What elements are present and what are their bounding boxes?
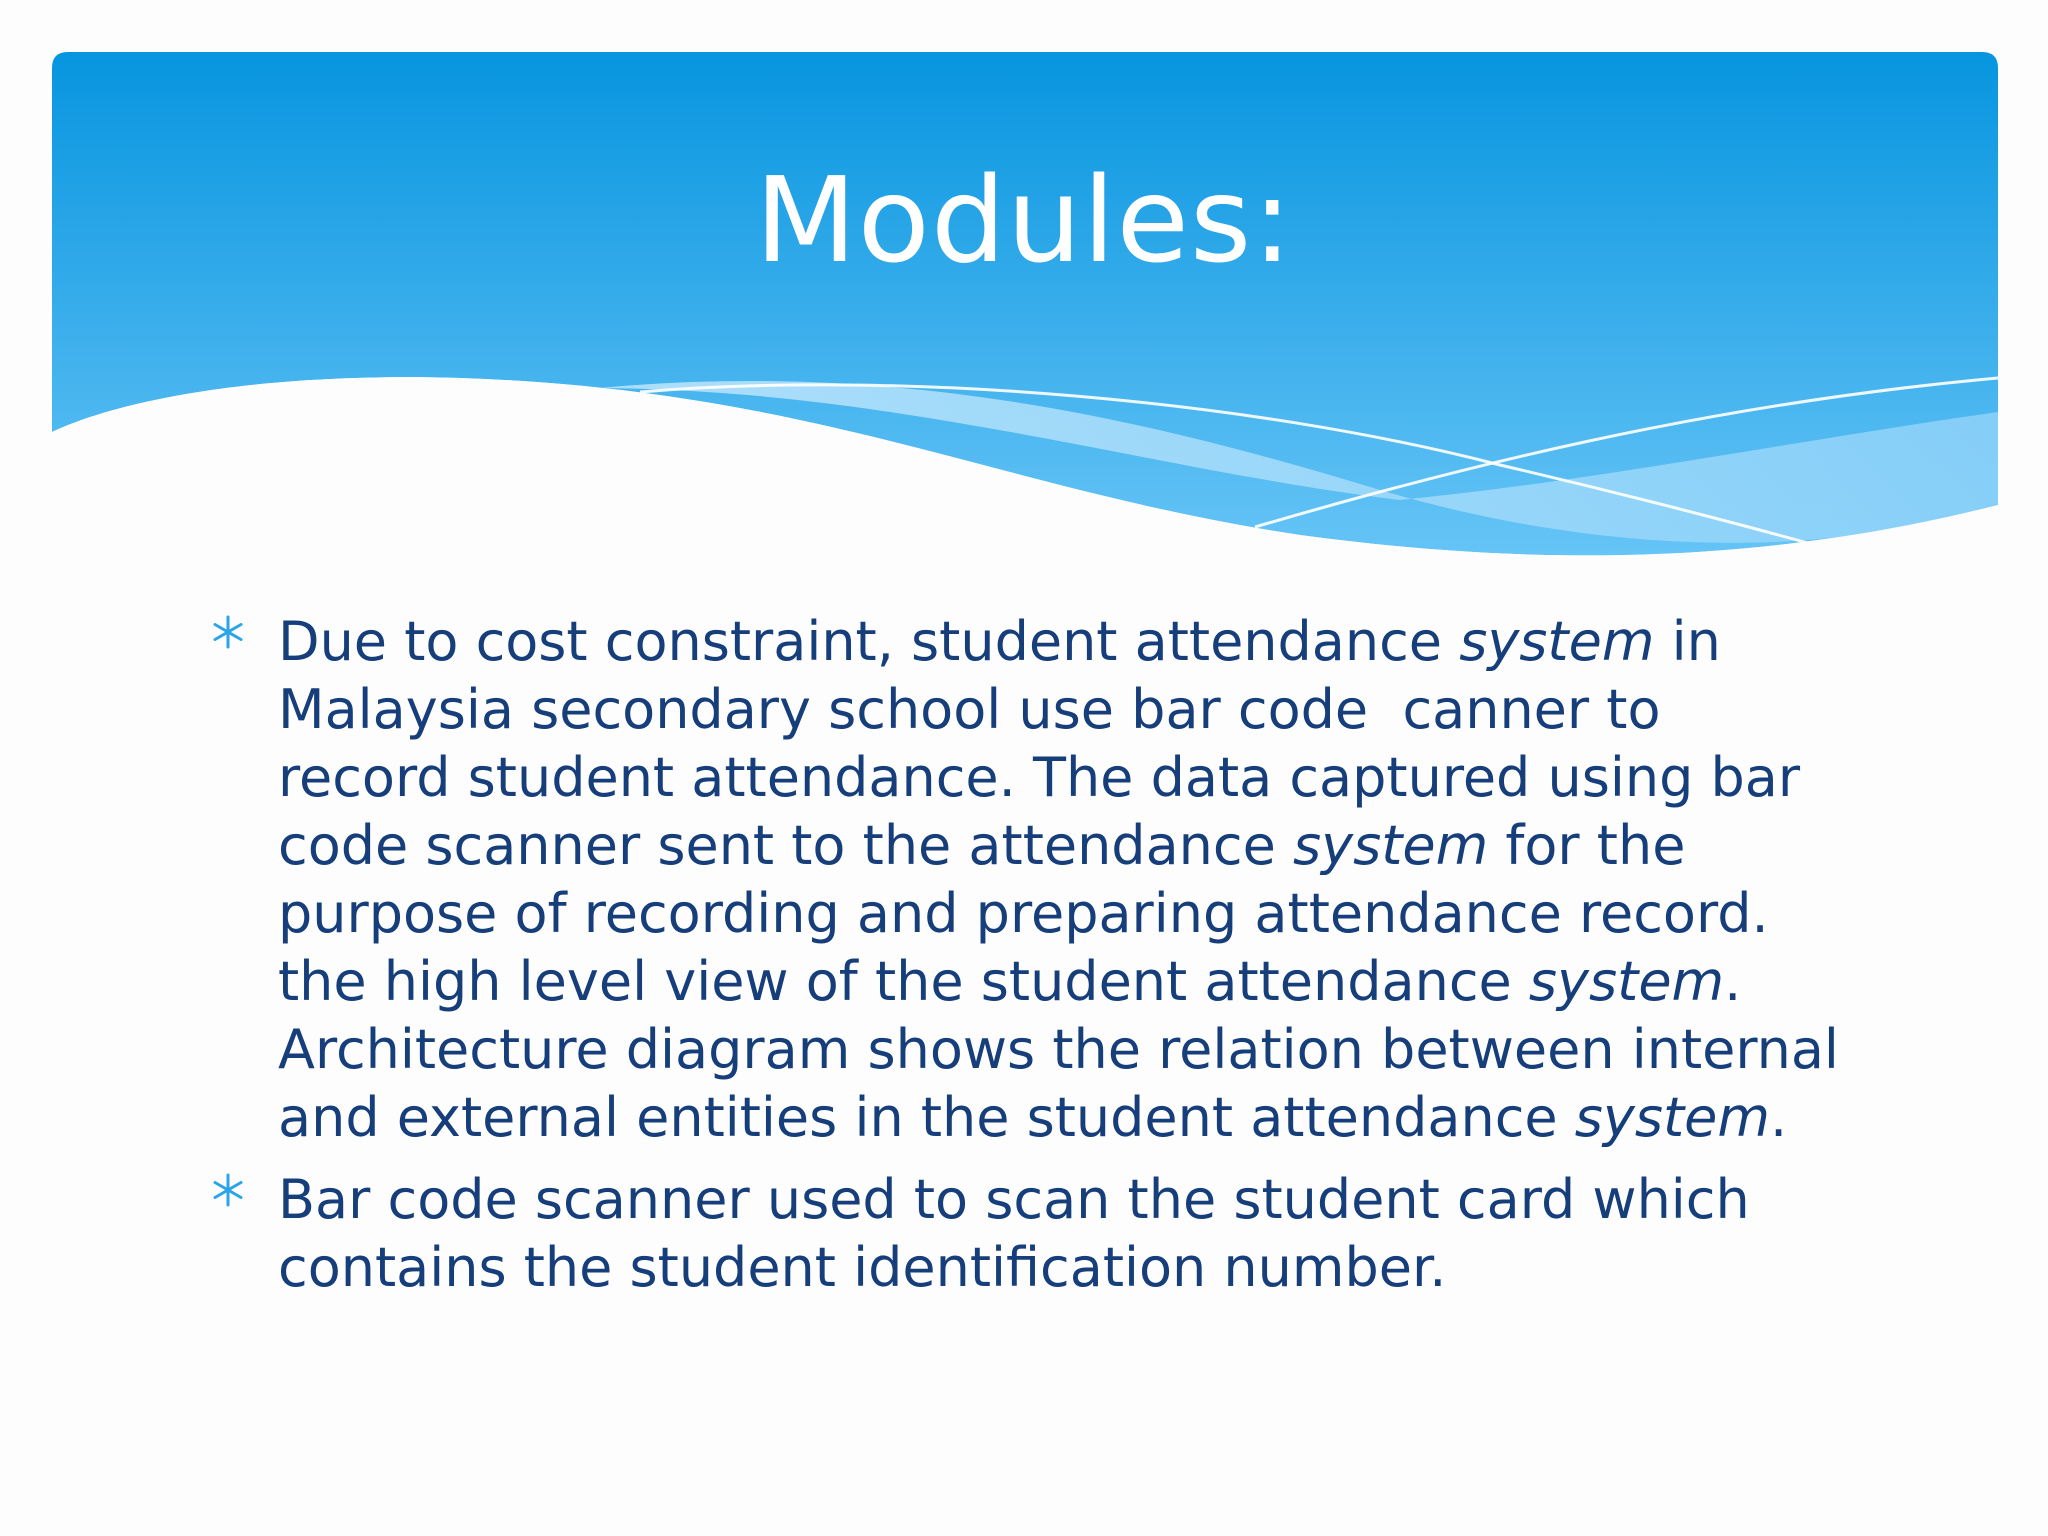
text-segment: . [1770, 1086, 1788, 1149]
text-segment: in Malaysia secondary school use bar code canner to record student attendance. The data captured using bar code scanner sent to the attendance [278, 610, 1818, 877]
bullet-text [278, 610, 1856, 1149]
text-segment-italic: system [1528, 950, 1725, 1013]
slide-title: Modules: [754, 151, 1294, 289]
text-segment: . Architecture diagram shows the relation between internal and external entities in the student attendance [278, 950, 1857, 1149]
text-segment-italic: system [1292, 814, 1489, 877]
asterisk-icon [210, 614, 246, 650]
asterisk-icon [210, 1172, 246, 1208]
header-wave-background [0, 0, 2048, 600]
text-segment: for the purpose of recording and preparing attendance record. the high level view of the student attendance [278, 814, 1786, 1013]
bullet-text [278, 1168, 1767, 1299]
bullet-item [210, 608, 1857, 1152]
text-segment: Due to cost constraint, student attendance [278, 610, 1460, 673]
text-segment: Bar code scanner used to scan the student card which contains the student identification number. [278, 1168, 1767, 1299]
text-segment-italic: system [1574, 1086, 1770, 1149]
bullet-list [210, 608, 1857, 1316]
text-segment-italic: system [1459, 610, 1655, 673]
bullet-item [210, 1166, 1850, 1302]
